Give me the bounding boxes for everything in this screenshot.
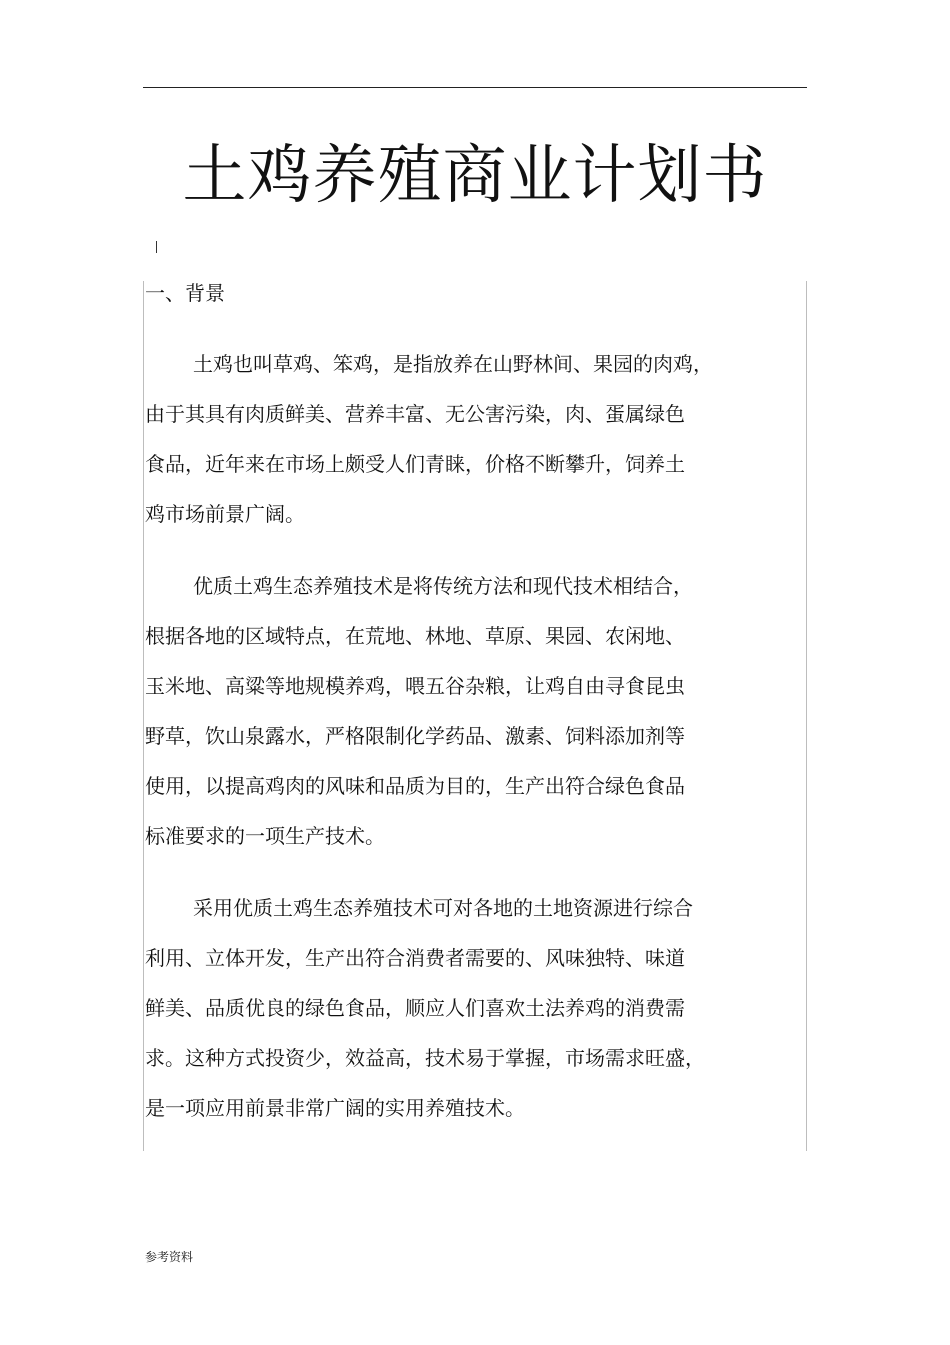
paragraph-1-line-2: 由于其具有肉质鲜美、营养丰富、无公害污染，肉、蛋属绿色 xyxy=(145,402,685,426)
paragraph-1-line-1: 土鸡也叫草鸡、笨鸡，是指放养在山野林间、果园的肉鸡， xyxy=(193,352,713,376)
paragraph-2-line-4: 野草，饮山泉露水，严格限制化学药品、激素、饲料添加剂等 xyxy=(145,724,685,748)
paragraph-2-line-5: 使用，以提高鸡肉的风味和品质为目的，生产出符合绿色食品 xyxy=(145,774,685,798)
document-title: 土鸡养殖商业计划书 xyxy=(182,139,768,213)
text-frame-left-border xyxy=(143,281,144,1151)
paragraph-3-line-1: 采用优质土鸡生态养殖技术可对各地的土地资源进行综合 xyxy=(193,896,693,920)
paragraph-3-line-5: 是一项应用前景非常广阔的实用养殖技术。 xyxy=(145,1096,525,1120)
paragraph-2-line-1: 优质土鸡生态养殖技术是将传统方法和现代技术相结合， xyxy=(193,574,693,598)
text-cursor-mark xyxy=(156,241,157,253)
text-frame-right-border xyxy=(806,281,807,1151)
paragraph-3-line-3: 鲜美、品质优良的绿色食品，顺应人们喜欢土法养鸡的消费需 xyxy=(145,996,685,1020)
section-heading: 一、背景 xyxy=(145,281,225,305)
paragraph-3-line-2: 利用、立体开发，生产出符合消费者需要的、风味独特、味道 xyxy=(145,946,685,970)
paragraph-2-line-3: 玉米地、高粱等地规模养鸡，喂五谷杂粮，让鸡自由寻食昆虫 xyxy=(145,674,685,698)
top-rule xyxy=(143,87,807,88)
page-footer: 参考资料 xyxy=(145,1250,194,1264)
paragraph-2-line-2: 根据各地的区域特点，在荒地、林地、草原、果园、农闲地、 xyxy=(145,624,685,648)
paragraph-1-line-3: 食品，近年来在市场上颇受人们青睐，价格不断攀升，饲养土 xyxy=(145,452,685,476)
paragraph-3-line-4: 求。这种方式投资少，效益高，技术易于掌握，市场需求旺盛， xyxy=(145,1046,705,1070)
paragraph-2-line-6: 标准要求的一项生产技术。 xyxy=(145,824,385,848)
paragraph-1-line-4: 鸡市场前景广阔。 xyxy=(145,502,305,526)
